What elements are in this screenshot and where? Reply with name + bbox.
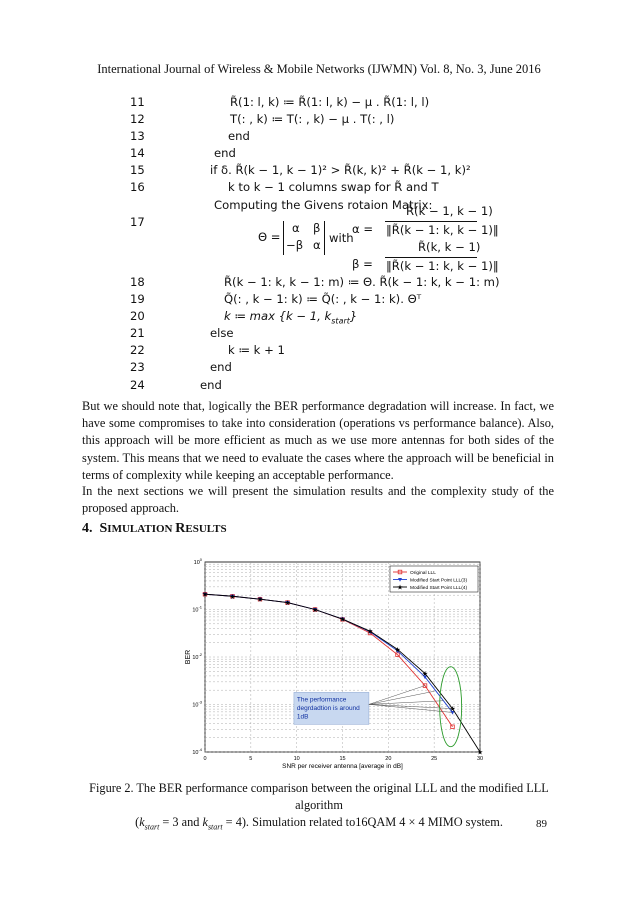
legend-entry: Modified Start Point LLL(3) — [410, 578, 468, 584]
page-number: 89 — [536, 818, 547, 830]
x-tick-label: 20 — [385, 756, 392, 762]
algorithm-line: Computing the Givens rotaion Matrix: — [214, 198, 433, 212]
figure-caption — [82, 780, 556, 835]
alpha-fraction-bar — [385, 221, 477, 222]
line-number: 23 — [130, 360, 145, 374]
matrix-11: α — [292, 221, 300, 235]
x-axis-label: SNR per receiver antenna [average in dB] — [282, 763, 403, 770]
matrix-12: β — [313, 221, 321, 235]
x-tick-label: 15 — [339, 756, 346, 762]
beta-lhs: β = — [352, 257, 373, 271]
data-point: ★ — [476, 749, 484, 757]
algorithm-line: end — [210, 360, 232, 374]
alpha-denominator: ‖R̃(k − 1: k, k − 1)‖ — [386, 223, 499, 237]
beta-numerator: R̃(k, k − 1) — [418, 240, 481, 254]
algorithm-line: T(: , k) ≔ T(: , k) − μ . T(: , l) — [230, 112, 395, 126]
algorithm-line: R̃(k − 1: k, k − 1: m) ≔ Θ. R̃(k − 1: k, k − 1: m) — [224, 275, 500, 289]
algorithm-line: else — [210, 326, 234, 340]
data-point: ★ — [449, 706, 456, 714]
line-number: 17 — [130, 215, 145, 229]
alpha-numerator: R̃(k − 1, k − 1) — [406, 204, 493, 218]
y-tick-label: $10^{-3}$ — [192, 699, 202, 709]
theta-label: Θ = — [258, 230, 281, 244]
x-tick-label: 0 — [203, 756, 207, 762]
line-number: 15 — [130, 163, 145, 177]
line-number: 14 — [130, 146, 145, 160]
caption-line-1: Figure 2. The BER performance comparison between the original LLL and the modified LLL algorithm — [89, 781, 549, 812]
data-point: ★ — [366, 628, 374, 636]
y-axis-label: BER — [185, 649, 192, 665]
algorithm-line: end — [214, 146, 236, 160]
line-number: 13 — [130, 129, 145, 143]
data-point: ★ — [311, 607, 319, 614]
with-label: with — [329, 231, 354, 245]
alpha-lhs: α = — [352, 222, 374, 236]
y-tick-label: $10^{-2}$ — [192, 652, 202, 661]
annotation-text: The performance — [296, 696, 347, 704]
line-number: 22 — [130, 343, 145, 357]
legend-entry: Modified Start Point LLL(4) — [410, 586, 468, 591]
caption-line-2: ($k_{start} = 3$ and $k_{start} = 4$). Simulation related to16QAM 4 × 4 MIMO system. — [135, 815, 503, 832]
paragraph-1: But we should note that, logically the BER performance degradation will increase. In fact, we have some compromises to take into consideration (operations vs performance balance). Also, this approach will be more efficient as much as we use more antennas for both sides of the system. This means that we need to evaluate the cases where the approach will be beneficial in terms of complexity while keeping an acceptable performance. — [82, 399, 554, 482]
journal-header: International Journal of Wireless & Mobile Networks (IJWMN) Vol. 8, No. 3, June 2016 — [97, 62, 541, 76]
algorithm-line: k to k − 1 columns swap for R̃ and T — [228, 180, 439, 194]
x-tick-label: 30 — [476, 756, 484, 762]
line-number: 18 — [130, 275, 145, 289]
data-point: ★ — [284, 600, 291, 608]
data-point: ★ — [256, 596, 264, 604]
x-tick-label: 10 — [293, 756, 300, 762]
line-number: 20 — [130, 309, 145, 323]
algorithm-line: Q̃(: , k − 1: k) ≔ Q̃(: , k − 1: k). Θᵀ — [224, 292, 422, 306]
ber-chart-svg — [180, 550, 484, 770]
y-tick-label: $10^0$ — [193, 557, 202, 566]
line-number: 12 — [130, 112, 145, 126]
data-point: ★ — [201, 591, 209, 599]
algorithm-line: if δ. R̃(k − 1, k − 1)² > R̃(k, k)² + R̃(k − 1, k)² — [210, 163, 471, 177]
annotation-text: degrdadtion is around — [296, 704, 360, 712]
beta-fraction-bar — [385, 257, 477, 258]
algorithm-line: k ≔ k + 1 — [228, 343, 285, 357]
data-point: ★ — [396, 584, 404, 592]
legend-entry: Original LLL — [410, 571, 436, 576]
line-number: 16 — [130, 180, 145, 194]
algorithm-line: end — [200, 378, 222, 392]
section-number: 4. — [82, 521, 93, 536]
algorithm-line: end — [228, 129, 250, 143]
matrix-21: −β — [286, 238, 304, 252]
algorithm-line: k ≔ max {k − 1, $k_{start}$} — [224, 309, 358, 326]
line-number: 21 — [130, 326, 145, 340]
section-title: SIMULATION RESULTS — [99, 521, 227, 536]
givens-rotation-formula — [0, 95, 638, 295]
annotation-text: 1dB — [296, 713, 309, 721]
ber-chart — [180, 550, 484, 775]
matrix-22: α — [313, 238, 321, 252]
x-tick-label: 5 — [249, 756, 253, 762]
data-point: ★ — [421, 670, 429, 678]
y-tick-label: $10^{-1}$ — [192, 604, 202, 614]
data-point: ★ — [339, 616, 346, 624]
section-heading — [82, 521, 227, 537]
x-tick-label: 25 — [431, 756, 438, 762]
line-number: 11 — [130, 95, 145, 109]
paragraph-2: In the next sections we will present the simulation results and the complexity study of the proposed approach. — [82, 484, 554, 516]
beta-denominator: ‖R̃(k − 1: k, k − 1)‖ — [386, 259, 499, 273]
line-number: 19 — [130, 292, 145, 306]
data-point: ★ — [394, 646, 401, 654]
line-number: 24 — [130, 378, 145, 392]
algorithm-line: R̃(1: l, k) ≔ R̃(1: l, k) − μ . R̃(1: l, l) — [230, 95, 430, 109]
data-point: ★ — [229, 593, 236, 601]
y-tick-label: $10^{-4}$ — [192, 747, 202, 756]
